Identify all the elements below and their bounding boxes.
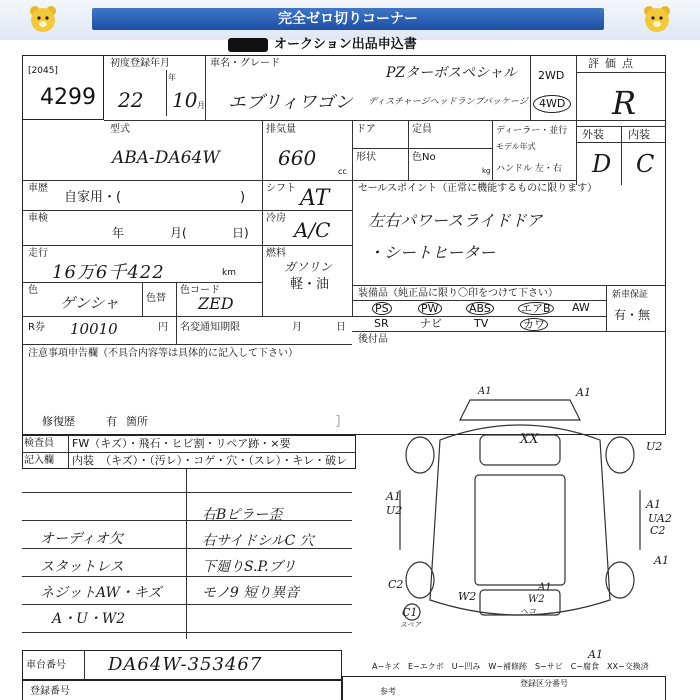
mark-u2-left: U2: [386, 504, 403, 517]
equip-airbag: エアB: [518, 302, 554, 315]
int-score: C: [636, 150, 655, 178]
top-banner: [0, 0, 700, 40]
mark-dent: ヘコ: [520, 607, 536, 616]
mark-a1-bottom: A1: [588, 648, 603, 661]
color-no-label: 色No: [412, 152, 436, 163]
shape-label: 形状: [356, 152, 376, 163]
sales-point-label: セールスポイント（正常に機能するものに限ります）: [358, 183, 598, 194]
drive-2wd: 2WD: [538, 69, 565, 82]
inspection-label: 車検: [28, 213, 48, 224]
car-name: エブリィワゴン: [228, 92, 353, 113]
lot-code: [2045]: [28, 66, 58, 76]
history-value: 自家用・(: [64, 190, 122, 205]
remark-right-1: 右Bピラー歪: [202, 507, 283, 523]
sales-point-line2: ・シートヒーター: [368, 243, 496, 262]
new-car-warranty: 有・無: [614, 308, 651, 322]
equip-abs: ABS: [466, 302, 494, 315]
chassis-number: DA64W-353467: [108, 654, 263, 675]
mark-ua2: UA2: [648, 512, 672, 525]
lot-number: 4299: [40, 85, 96, 110]
aftermarket-label: 後付品: [358, 334, 388, 345]
form-title: オークション出品申込書: [274, 37, 417, 52]
shift-value: AT: [300, 186, 330, 211]
mark-xx: XX: [520, 432, 539, 447]
first-reg-label: 初度登録年月: [110, 58, 170, 69]
grade: PZターボスペシャル: [386, 65, 517, 81]
model-value: ABA-DA64W: [112, 148, 220, 168]
history-label: 車歴: [28, 183, 48, 194]
mark-c2-left: C2: [388, 578, 404, 591]
equipment-label: 装備品（純正品に限り〇印をつけて下さい）: [358, 288, 558, 299]
remark-right-4: モノ9 短り異音: [202, 585, 300, 601]
equip-tv: TV: [474, 317, 489, 330]
equip-aw: AW: [572, 301, 590, 314]
remark-left-4: A・U・W2: [52, 611, 126, 627]
bear-mascot-icon: [642, 4, 672, 34]
ext-label: 外装: [582, 128, 604, 141]
mark-a1-right: A1: [646, 498, 661, 511]
reg-year: 22: [118, 88, 144, 112]
dealer-label: ディーラー・並行: [496, 126, 568, 136]
remark-left-2: スタットレス: [40, 559, 124, 575]
int-head: 内装: [72, 454, 94, 467]
equip-ps: PS: [372, 302, 392, 315]
jaa-logo: [228, 38, 268, 52]
eval-label: 評価点: [588, 57, 639, 70]
mileage-label: 走行: [28, 248, 48, 259]
mileage-value: 16万6千422: [52, 262, 165, 283]
drive-4wd-circled: 4WD: [533, 95, 571, 113]
int-row: （キズ）・（汚レ）・コゲ・穴・（スレ）・キレ・破レ: [100, 454, 348, 467]
cc-label: 排気量: [266, 124, 296, 135]
recycle-label: R券: [28, 322, 45, 333]
equip-sr: SR: [374, 317, 389, 330]
mark-c1: C1: [402, 606, 418, 619]
color-code-value: ZED: [198, 294, 234, 313]
remark-right-3: 下廻りS.P.ブリ: [202, 559, 297, 575]
remark-left-3: ネジットAW・キズ: [40, 585, 162, 601]
cc-value: 660: [278, 146, 317, 170]
bear-mascot-icon: [28, 4, 58, 34]
fuel-value: ガソリン: [284, 260, 333, 274]
diagram-legend: A−キズ E−エクボ U−凹み W−補修跡 S−サビ C−腐食 XX−交換済: [372, 662, 649, 671]
model-label: 型式: [110, 124, 130, 135]
equip-pw: PW: [418, 302, 442, 315]
equip-navi: ナビ: [420, 317, 442, 330]
sales-point-line1: 左右パワースライドドア: [368, 211, 543, 230]
eval-score: R: [612, 84, 637, 122]
mark-a1-rear: A1: [538, 582, 552, 593]
remark-right-2: 右サイドシルC 穴: [202, 533, 314, 549]
mark-spare: スペア: [400, 621, 421, 629]
mark-top-label: A1: [478, 386, 492, 397]
mark-a1-rear-right: A1: [654, 554, 669, 567]
grade-sub: ディスチャージヘッドランプパッケージ: [368, 97, 528, 107]
color-value: ゲンシャ: [60, 294, 120, 312]
reg-month: 10: [172, 88, 198, 112]
ac-value: A/C: [294, 218, 331, 242]
int-label: 内装: [628, 128, 650, 141]
mark-u2-front: U2: [646, 440, 663, 453]
banner-title: 完全ゼロ切りコーナー: [92, 8, 604, 30]
ext-score: D: [592, 150, 612, 178]
mark-w2: W2: [458, 590, 477, 603]
remark-left-1: オーディオ欠: [40, 531, 123, 547]
mark-c2-right: C2: [650, 524, 666, 537]
mark-a1-roof: A1: [576, 386, 591, 399]
car-name-label: 車名・グレード: [210, 58, 280, 69]
door-label: ドア: [356, 124, 376, 135]
equip-leather: カワ: [520, 318, 548, 331]
mark-a1-left: A1: [386, 490, 401, 503]
notes-label: 注意事項申告欄（不具合内容等は具体的に記入して下さい）: [28, 348, 298, 359]
recycle-value: 10010: [70, 320, 118, 338]
color-label: 色: [28, 285, 38, 296]
capacity-label: 定員: [412, 124, 432, 135]
mark-w2-rear: W2: [528, 594, 545, 605]
fw-row: FW（キズ）・飛石・ヒビ割・リペア跡・×要: [72, 437, 291, 450]
